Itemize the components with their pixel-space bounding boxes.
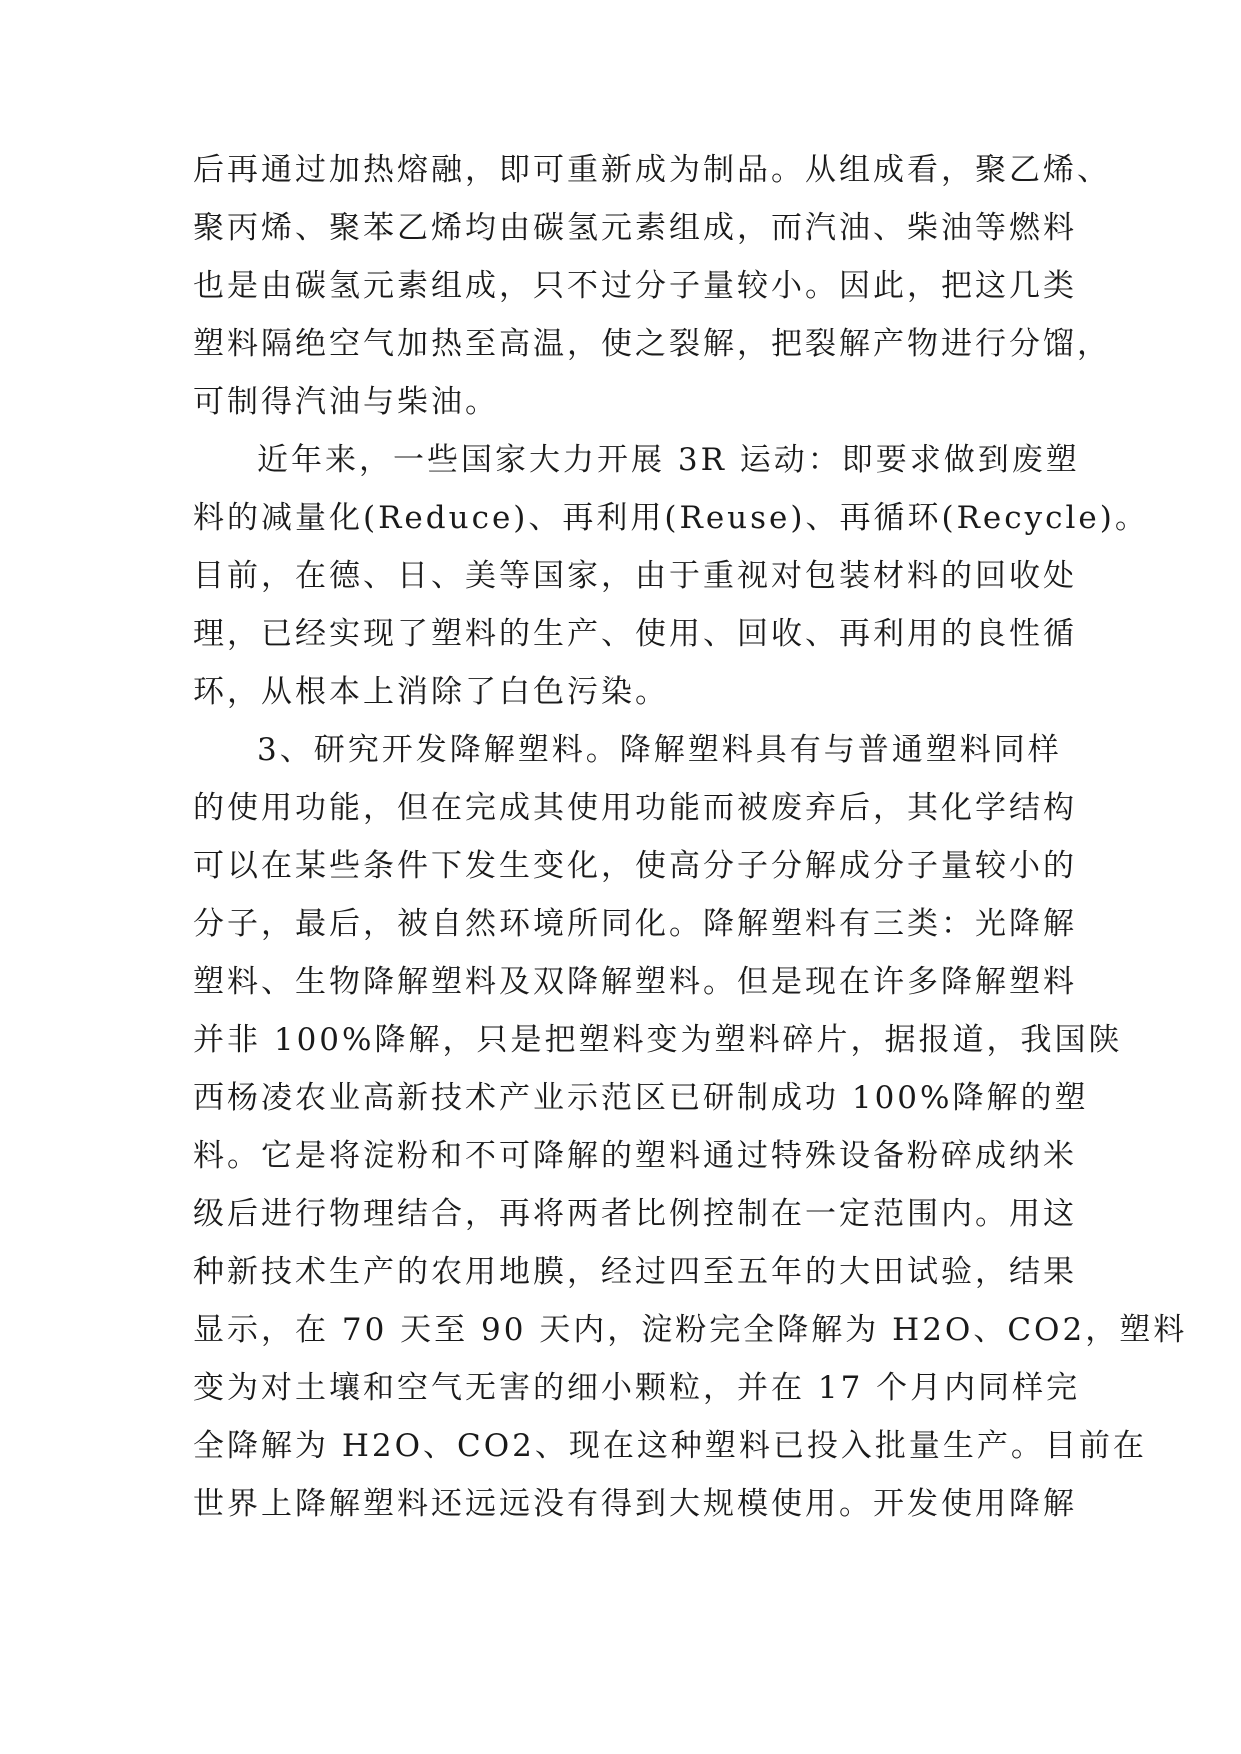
text-line: 全降解为 H2O、CO2、现在这种塑料已投入批量生产。目前在 (193, 1428, 1147, 1464)
text-line: 料。它是将淀粉和不可降解的塑料通过特殊设备粉碎成纳米 (193, 1138, 1077, 1174)
text-line: 可制得汽油与柴油。 (193, 384, 499, 420)
text-line: 塑料隔绝空气加热至高温，使之裂解，把裂解产物进行分馏， (193, 326, 1111, 362)
text-line: 变为对土壤和空气无害的细小颗粒，并在 17 个月内同样完 (193, 1370, 1081, 1406)
text-line: 理，已经实现了塑料的生产、使用、回收、再利用的良性循 (193, 616, 1077, 652)
text-line: 级后进行物理结合，再将两者比例控制在一定范围内。用这 (193, 1196, 1077, 1232)
text-line: 分子，最后，被自然环境所同化。降解塑料有三类：光降解 (193, 906, 1077, 942)
text-line: 的使用功能，但在完成其使用功能而被废弃后，其化学结构 (193, 790, 1077, 826)
text-line: 种新技术生产的农用地膜，经过四至五年的大田试验，结果 (193, 1254, 1077, 1290)
paragraph-first-line: 3、研究开发降解塑料。降解塑料具有与普通塑料同样 (257, 732, 1062, 768)
text-line: 聚丙烯、聚苯乙烯均由碳氢元素组成，而汽油、柴油等燃料 (193, 210, 1077, 246)
text-line: 显示，在 70 天至 90 天内，淀粉完全降解为 H2O、CO2，塑料 (193, 1312, 1188, 1348)
text-line: 世界上降解塑料还远远没有得到大规模使用。开发使用降解 (193, 1486, 1077, 1522)
text-line: 目前，在德、日、美等国家，由于重视对包装材料的回收处 (193, 558, 1077, 594)
text-line: 可以在某些条件下发生变化，使高分子分解成分子量较小的 (193, 848, 1077, 884)
text-line: 料的减量化(Reduce)、再利用(Reuse)、再循环(Recycle)。 (193, 500, 1149, 536)
paragraph-first-line: 近年来，一些国家大力开展 3R 运动：即要求做到废塑 (257, 442, 1080, 478)
text-line: 也是由碳氢元素组成，只不过分子量较小。因此，把这几类 (193, 268, 1077, 304)
text-line: 并非 100%降解，只是把塑料变为塑料碎片，据报道，我国陕 (193, 1022, 1123, 1058)
text-line: 塑料、生物降解塑料及双降解塑料。但是现在许多降解塑料 (193, 964, 1077, 1000)
text-line: 后再通过加热熔融，即可重新成为制品。从组成看，聚乙烯、 (193, 152, 1111, 188)
text-line: 环，从根本上消除了白色污染。 (193, 674, 669, 710)
text-line: 西杨凌农业高新技术产业示范区已研制成功 100%降解的塑 (193, 1080, 1089, 1116)
